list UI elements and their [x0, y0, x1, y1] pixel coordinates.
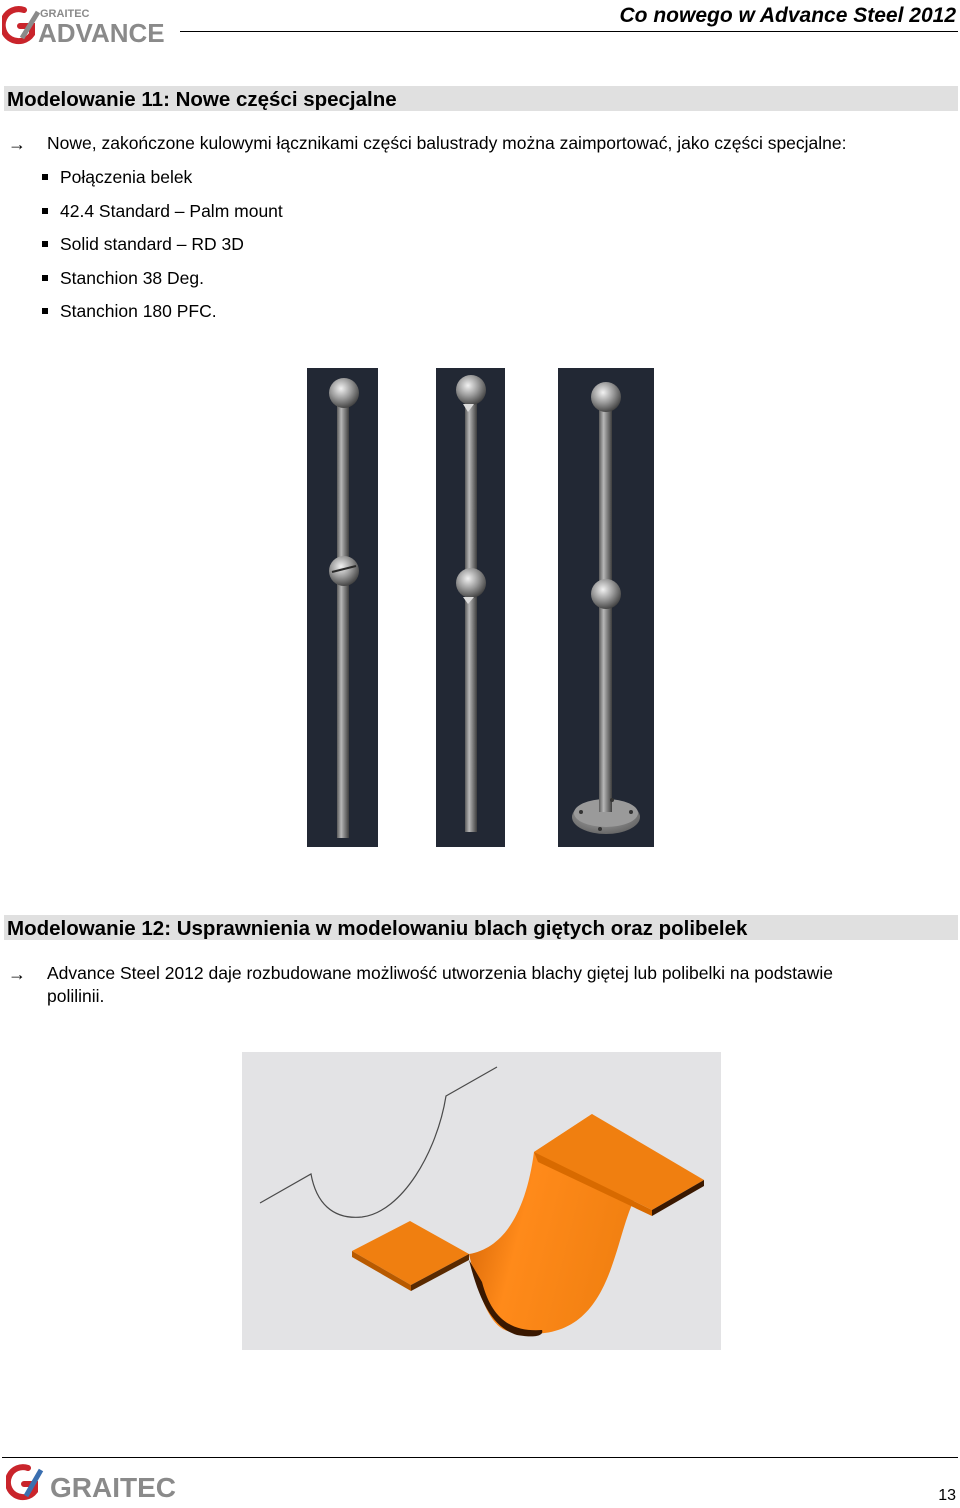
arrow-right-icon: → — [8, 964, 26, 984]
section-11-heading: Modelowanie 11: Nowe części specjalne — [4, 86, 958, 111]
list-item: Stanchion 38 Deg. — [60, 268, 204, 288]
section-11-intro: Nowe, zakończone kulowymi łącznikami części balustrady można zaimportować, jako części specjalne: — [47, 133, 847, 153]
section-12-heading: Modelowanie 12: Usprawnienia w modelowaniu blach giętych oraz polibelek — [4, 915, 958, 940]
stanchion-image-3 — [558, 368, 654, 847]
list-item: Solid standard – RD 3D — [60, 234, 244, 254]
section-12-intro-line-1: Advance Steel 2012 daje rozbudowane możliwość utworzenia blachy giętej lub polibelki na podstawie — [47, 963, 834, 983]
logo-small-text: GRAITEC — [40, 8, 90, 20]
stanchion-image-1 — [307, 368, 378, 847]
section-12-intro-line-2: polilinii. — [47, 986, 105, 1006]
page-number: 13 — [938, 1487, 956, 1504]
header-title: Co nowego w Advance Steel 2012 — [619, 4, 956, 27]
footer-rule — [2, 1457, 958, 1458]
arrow-right-icon: → — [8, 134, 26, 154]
list-item: 42.4 Standard – Palm mount — [60, 201, 283, 221]
logo-text: ADVANCE — [38, 18, 165, 46]
stanchion-image-2 — [436, 368, 505, 847]
graitec-logo — [6, 1463, 186, 1503]
list-item: Połączenia belek — [60, 167, 193, 187]
list-item: Stanchion 180 PFC. — [60, 301, 217, 321]
bent-plate-image — [242, 1052, 721, 1350]
footer-logo-text: GRAITEC — [50, 1472, 176, 1503]
